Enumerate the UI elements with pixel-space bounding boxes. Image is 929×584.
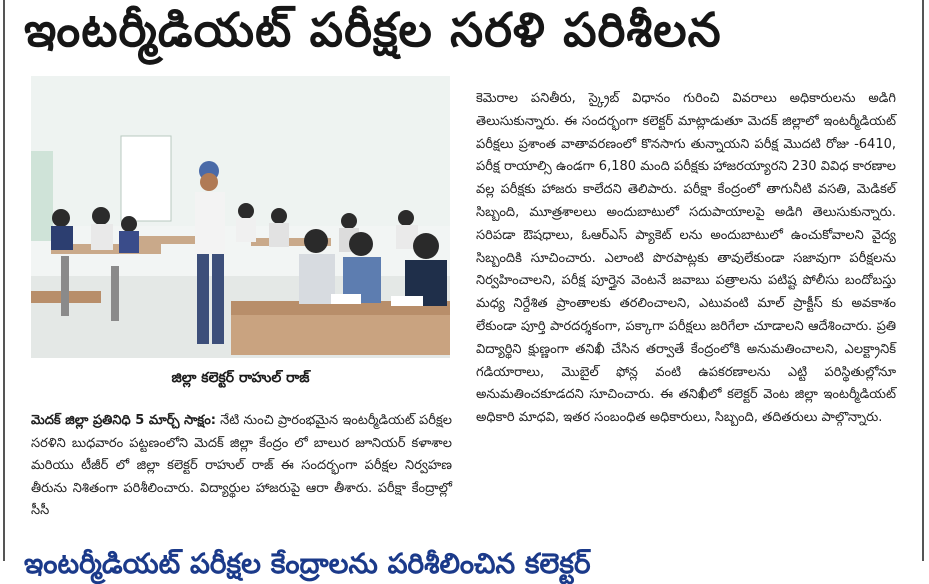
exam-hall-photo xyxy=(31,76,450,358)
article-dateline: మెదక్ జిల్లా ప్రతినిధి 5 మార్చ్ సాక్షం: xyxy=(31,413,217,428)
page-border-left xyxy=(3,0,5,561)
news-photo xyxy=(31,76,450,358)
photo-caption: జిల్లా కలెక్టర్ రాహుల్ రాజ్ xyxy=(171,370,310,386)
page-border-right xyxy=(922,0,924,561)
article-body-right-column: కెమెరాల పనితీరు, స్క్రైబ్ విధానం గురించి వివరాలు అధికారులను అడిగి తెలుసుకున్నారు. ఈ సందర్భంగా కలెక్టర్ మాట్లాడుతూ మెదక్ జిల్లాలో ఇంటర్మీడియట్ పరీక్షలు ప్రశాంత వాతావరణంలో కొనసాగు తున్నాయని పరీక్ష మొదటి రోజు -6410, పరీక్ష రాయాల్సి ఉండగా 6,180 మంది పరీక్షకు హాజరయ్యారని 230 వివిధ కారణాల వల్ల పరీక్షకు హాజరు కాలేదని తెలిపారు. పరీక్షా కేంద్రంలో తాగునీటి వసతి, మెడికల్ సిబ్బంది, మూత్రశాలలు అందుబాటులో సదుపాయాలపై అడిగి తెలుసుకున్నారు. సరిపడా ఔషధాలు, ఓఆర్ఎస్ ప్యాకెట్ లను అందుబాటులో ఉంచుకోవాలని వైద్య సిబ్బందికి సూచించారు. ఎలాంటి పొరపాట్లకు తావులేకుండా సజావుగా పరీక్షలను నిర్వహించాలని, పరీక్ష పూర్తైన వెంటనే జవాబు పత్రాలను పటిష్ట పోలీసు బందోబస్తు మధ్య నిర్దేశిత ప్రాంతాలకు తరలించాలని, ఎటువంటి మాల్ ప్రాక్టీస్ కు అవకాశం లేకుండా పూర్తి పారదర్శకంగా, పక్కాగా పరీక్షలు జరిగేలా చూడాలని ఆదేశించారు. ప్రతి విద్యార్థిని క్షుణ్ణంగా తనిఖీ చేసిన తర్వాతే కేంద్రంలోకి అనుమతించాలని, ఎలక్ట్రానిక్ గడియారాలు, మొబైల్ ఫోన్ల వంటి ఉపకరణాలను ఎట్టి పరిస్థితుల్లోనూ అనుమతించకూడదని సూచించారు. ఈ తనిఖీలో కలెక్టర్ వెంట జిల్లా ఇంటర్మీడియట్ అధికారి మాధవి, ఇతర సంబంధిత అధికారులు, సిబ్బంది, తదితరులు పాల్గొన్నారు. xyxy=(476,91,896,426)
next-article-headline: ఇంటర్మీడియట్ పరీక్షల కేంద్రాలను పరిశీలించిన కలెక్టర్ xyxy=(24,547,591,580)
article-headline: ఇంటర్మీడియట్ పరీక్షల సరళి పరిశీలన xyxy=(24,3,722,58)
article-body-left-text: నేటి నుంచి ప్రారంభమైన ఇంటర్మీడియట్ పరీక్షల సరళిని బుధవారం పట్టణంలోని మెదక్ జిల్లా కేంద్రం లో బాలుర జూనియర్ కళాశాల మరియు టీజీర్ లో జిల్లా కలెక్టర్ రాహుల్ రాజ్ ఈ సందర్భంగా పరీక్షల నిర్వహణ తీరును నిశితంగా పరిశీలించారు. విద్యార్థుల హాజరుపై ఆరా తీశారు. పరీక్షా కేంద్రాల్లో సీసీ xyxy=(31,413,453,518)
article-body-left-column xyxy=(31,410,452,523)
